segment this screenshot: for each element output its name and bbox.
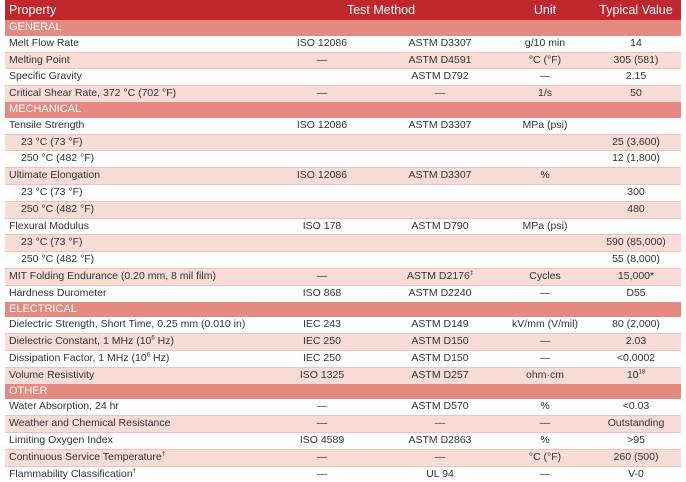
typical-value-cell (591, 399, 681, 415)
astm-method-label: UL 94 (426, 467, 454, 480)
header-property: Property (5, 0, 263, 20)
unit-cell: MPa (psi) (499, 118, 591, 134)
property-label: Dielectric Strength, Short Time, 0.25 mm (0.010 in) (9, 318, 246, 331)
unit-cell: — (499, 334, 591, 351)
unit-cell: °C (°F) (499, 52, 591, 69)
property-label: MIT Folding Endurance (0.20 mm, 8 mil film) (9, 269, 216, 282)
property-cell (5, 416, 263, 433)
property-label: Ultimate Elongation (9, 169, 101, 182)
unit-cell: MPa (psi) (499, 218, 591, 235)
property-label: Flexural Modulus (9, 219, 89, 232)
unit-cell (499, 252, 591, 269)
table-body (5, 20, 681, 482)
table-header-row (5, 0, 681, 20)
astm-method-cell (381, 334, 499, 351)
table-row (5, 118, 681, 134)
astm-method-cell (381, 367, 499, 383)
section-header-row (5, 20, 681, 36)
typical-value-cell (591, 432, 681, 449)
astm-method-label: ASTM D3307 (408, 36, 472, 49)
typical-value-cell (591, 86, 681, 102)
typical-value-cell (591, 36, 681, 52)
property-cell (5, 449, 263, 466)
iso-method-cell (263, 69, 381, 86)
astm-method-cell (381, 86, 499, 102)
typical-value-label: V-0 (628, 467, 644, 480)
property-label: 23 °C (73 °F) (21, 185, 83, 198)
unit-cell: — (499, 466, 591, 482)
table-row (5, 69, 681, 86)
property-cell (5, 367, 263, 383)
table-row (5, 168, 681, 185)
property-cell (5, 36, 263, 52)
iso-method-cell: — (263, 466, 381, 482)
property-label: Weather and Chemical Resistance (9, 417, 171, 430)
typical-value-label: >95 (627, 433, 645, 446)
unit-cell (499, 134, 591, 151)
astm-method-cell (381, 52, 499, 69)
typical-value-label: 12 (1,800) (612, 152, 660, 165)
table-row (5, 36, 681, 52)
iso-method-cell (263, 184, 381, 201)
property-cell (5, 252, 263, 269)
iso-method-cell (263, 235, 381, 252)
table-row (5, 285, 681, 301)
property-label: Specific Gravity (9, 70, 82, 83)
typical-value-label: 15,000* (617, 269, 655, 282)
typical-value-label: 10 (626, 368, 639, 381)
iso-method-cell (263, 252, 381, 269)
typical-value-label: 260 (500) (613, 450, 659, 463)
typical-value-label: 80 (2,000) (612, 318, 660, 331)
astm-method-cell (381, 201, 499, 218)
astm-method-label: ASTM D150 (411, 335, 469, 348)
iso-method-cell (263, 201, 381, 218)
properties-table (5, 0, 681, 482)
property-label: Volume Resistivity (9, 368, 95, 381)
astm-method-label: — (434, 87, 446, 100)
table-row (5, 449, 681, 466)
property-cell (5, 184, 263, 201)
typical-value-cell (591, 268, 681, 285)
astm-method-label: ASTM D4591 (408, 53, 472, 66)
astm-method-cell (381, 432, 499, 449)
iso-method-cell: IEC 250 (263, 334, 381, 351)
property-superscript: 6 (146, 352, 151, 359)
unit-cell (499, 151, 591, 168)
astm-method-cell (381, 168, 499, 185)
header-test-method: Test Method (263, 0, 499, 20)
property-cell (5, 134, 263, 151)
unit-cell: — (499, 416, 591, 433)
unit-cell: — (499, 285, 591, 301)
iso-method-cell: ISO 178 (263, 218, 381, 235)
property-label: Flammability Classification (9, 467, 133, 480)
typical-value-cell (591, 350, 681, 367)
astm-method-label: ASTM D2863 (408, 433, 472, 446)
property-label: Water Absorption, 24 hr (9, 400, 119, 413)
typical-value-label: 14 (630, 36, 642, 49)
property-cell (5, 235, 263, 252)
property-label-suffix: Hz) (150, 351, 170, 364)
typical-value-cell (591, 252, 681, 269)
table-row (5, 134, 681, 151)
property-label: Melt Flow Rate (9, 36, 80, 49)
iso-method-cell: — (263, 52, 381, 69)
iso-method-cell: — (263, 268, 381, 285)
table-row (5, 52, 681, 69)
unit-cell (499, 184, 591, 201)
property-superscript: † (132, 468, 137, 475)
astm-method-label: — (434, 450, 446, 463)
typical-value-label: <0.03 (622, 400, 650, 413)
typical-value-cell (591, 168, 681, 185)
property-cell (5, 69, 263, 86)
typical-value-cell (591, 184, 681, 201)
table-row (5, 367, 681, 383)
property-cell (5, 268, 263, 285)
astm-method-cell (381, 466, 499, 482)
typical-value-label: 55 (8,000) (612, 253, 660, 266)
astm-method-label: ASTM D2240 (408, 286, 472, 299)
typical-value-cell (591, 416, 681, 433)
table-row (5, 399, 681, 415)
unit-cell: °C (°F) (499, 449, 591, 466)
property-cell (5, 201, 263, 218)
property-cell (5, 350, 263, 367)
iso-method-cell: ISO 868 (263, 285, 381, 301)
table-row (5, 416, 681, 433)
typical-value-label: 590 (85,000) (606, 236, 666, 249)
typical-value-cell (591, 134, 681, 151)
astm-method-cell (381, 134, 499, 151)
table-row (5, 268, 681, 285)
typical-value-cell (591, 334, 681, 351)
unit-cell: kV/mm (V/mil) (499, 317, 591, 333)
astm-method-label: ASTM D2176 (406, 269, 470, 282)
typical-value-label: 300 (627, 185, 645, 198)
astm-method-label: ASTM D150 (411, 351, 469, 364)
property-label: Hardness Durometer (9, 286, 107, 299)
typical-value-cell (591, 466, 681, 482)
typical-value-label: <0.0002 (616, 351, 656, 364)
iso-method-cell: — (263, 86, 381, 102)
astm-method-cell (381, 184, 499, 201)
property-cell (5, 285, 263, 301)
section-header-row (5, 302, 681, 318)
typical-value-cell (591, 118, 681, 134)
astm-method-label: ASTM D570 (411, 400, 469, 413)
property-cell (5, 399, 263, 415)
header-unit: Unit (499, 0, 591, 20)
section-header-row (5, 102, 681, 118)
typical-value-cell (591, 69, 681, 86)
astm-method-label: ASTM D3307 (408, 118, 472, 131)
typical-value-label: Outstanding (607, 417, 665, 430)
astm-method-label: ASTM D3307 (408, 169, 472, 182)
table-row (5, 151, 681, 168)
property-label: Critical Shear Rate, 372 °C (702 °F) (9, 87, 177, 100)
table-row (5, 317, 681, 333)
unit-cell: % (499, 432, 591, 449)
typical-value-cell (591, 317, 681, 333)
astm-method-cell (381, 252, 499, 269)
iso-method-cell: ISO 4589 (263, 432, 381, 449)
unit-cell: g/10 min (499, 36, 591, 52)
table-row (5, 184, 681, 201)
iso-method-cell: IEC 243 (263, 317, 381, 333)
astm-method-cell (381, 416, 499, 433)
typical-value-cell (591, 151, 681, 168)
property-cell (5, 317, 263, 333)
unit-cell: % (499, 168, 591, 185)
astm-method-label: ASTM D792 (411, 70, 469, 83)
astm-method-label: ASTM D149 (411, 318, 469, 331)
iso-method-cell: ISO 12086 (263, 168, 381, 185)
typical-value-cell (591, 449, 681, 466)
astm-method-cell (381, 317, 499, 333)
table-row (5, 334, 681, 351)
property-label: Limiting Oxygen Index (9, 433, 113, 446)
property-label: Dielectric Constant, 1 MHz (10 (9, 335, 152, 348)
property-label: 250 °C (482 °F) (21, 152, 95, 165)
table-row (5, 218, 681, 235)
astm-method-label: — (434, 417, 446, 430)
property-cell (5, 168, 263, 185)
typical-value-label: 50 (630, 87, 642, 100)
table-row (5, 466, 681, 482)
property-label: 250 °C (482 °F) (21, 202, 95, 215)
astm-method-cell (381, 268, 499, 285)
astm-method-label: ASTM D790 (411, 219, 469, 232)
section-header-row (5, 384, 681, 400)
unit-cell: — (499, 69, 591, 86)
astm-method-cell (381, 350, 499, 367)
property-label: 250 °C (482 °F) (21, 253, 95, 266)
table-row (5, 86, 681, 102)
typical-value-label: D55 (626, 286, 646, 299)
property-cell (5, 432, 263, 449)
typical-value-cell (591, 218, 681, 235)
property-label: Dissipation Factor, 1 MHz (10 (9, 351, 147, 364)
table-row (5, 252, 681, 269)
section-title: GENERAL (5, 20, 681, 36)
section-title: OTHER (5, 384, 681, 400)
property-label: Melting Point (9, 53, 70, 66)
value-superscript: 18 (638, 369, 646, 376)
typical-value-cell (591, 52, 681, 69)
property-label: 23 °C (73 °F) (21, 236, 83, 249)
unit-cell (499, 201, 591, 218)
iso-method-cell: ISO 12086 (263, 118, 381, 134)
property-superscript: 6 (151, 335, 155, 342)
iso-method-cell (263, 134, 381, 151)
property-cell (5, 151, 263, 168)
typical-value-label: 25 (3,600) (612, 135, 660, 148)
iso-method-cell: — (263, 399, 381, 415)
unit-cell (499, 235, 591, 252)
astm-superscript: ‡ (469, 270, 474, 277)
property-cell (5, 218, 263, 235)
unit-cell: Cycles (499, 268, 591, 285)
property-cell (5, 86, 263, 102)
section-title: MECHANICAL (5, 102, 681, 118)
typical-value-cell (591, 201, 681, 218)
astm-method-cell (381, 235, 499, 252)
iso-method-cell: ISO 1325 (263, 367, 381, 383)
table-row (5, 235, 681, 252)
iso-method-cell: IEC 250 (263, 350, 381, 367)
typical-value-label: 480 (627, 202, 645, 215)
astm-method-cell (381, 151, 499, 168)
property-label: 23 °C (73 °F) (21, 135, 83, 148)
section-title: ELECTRICAL (5, 302, 681, 318)
property-cell (5, 466, 263, 482)
property-cell (5, 118, 263, 134)
unit-cell: — (499, 350, 591, 367)
astm-method-cell (381, 218, 499, 235)
typical-value-label: 305 (581) (613, 53, 659, 66)
astm-method-cell (381, 399, 499, 415)
property-cell (5, 52, 263, 69)
iso-method-cell (263, 151, 381, 168)
typical-value-label: 2.15 (625, 70, 647, 83)
typical-value-cell (591, 285, 681, 301)
astm-method-cell (381, 118, 499, 134)
header-typical-value: Typical Value (591, 0, 681, 20)
property-label: Tensile Strength (9, 118, 85, 131)
typical-value-cell (591, 367, 681, 383)
table-row (5, 350, 681, 367)
property-superscript: † (161, 451, 166, 458)
typical-value-cell (591, 235, 681, 252)
property-label-suffix: Hz) (154, 335, 174, 348)
iso-method-cell: — (263, 449, 381, 466)
iso-method-cell: ISO 12086 (263, 36, 381, 52)
astm-method-cell (381, 69, 499, 86)
astm-method-cell (381, 36, 499, 52)
property-label: Continuous Service Temperature (9, 450, 162, 463)
unit-cell: ohm·cm (499, 367, 591, 383)
table-row (5, 432, 681, 449)
typical-value-label: 2.03 (625, 335, 647, 348)
iso-method-cell: — (263, 416, 381, 433)
astm-method-cell (381, 285, 499, 301)
astm-method-cell (381, 449, 499, 466)
property-cell (5, 334, 263, 351)
unit-cell: 1/s (499, 86, 591, 102)
astm-method-label: ASTM D257 (411, 368, 469, 381)
table-row (5, 201, 681, 218)
unit-cell: % (499, 399, 591, 415)
